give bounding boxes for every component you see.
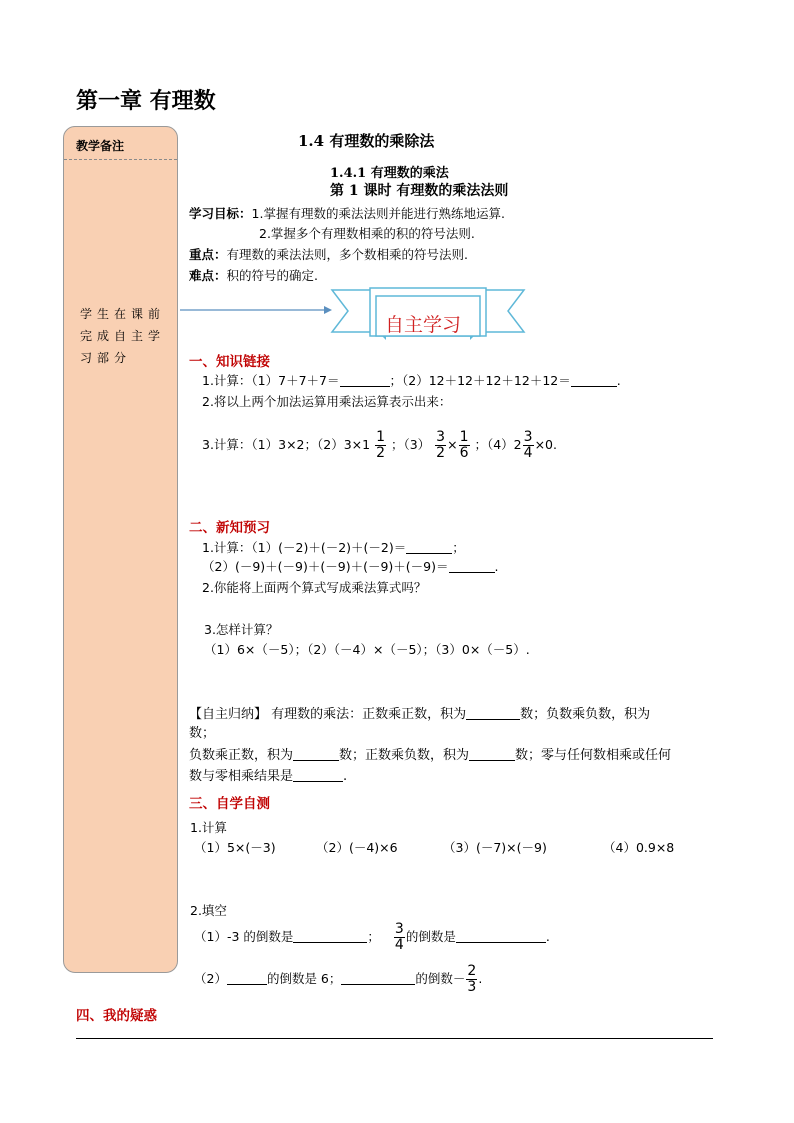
answer-blank[interactable] — [406, 541, 452, 554]
goal-label: 学习目标： — [189, 206, 252, 221]
summary-line-2 — [189, 744, 671, 763]
q3-text-a: 3.计算：（1）3×2；（2）3×1 — [202, 437, 371, 452]
denominator: 4 — [523, 445, 533, 461]
key-text: 有理数的乘法法则，多个数相乘的符号法则. — [226, 247, 468, 262]
summary-text: 数；负数乘负数，积为 — [520, 707, 651, 722]
q1-end: . — [616, 373, 621, 388]
summary-text: 负数乘正数，积为 — [189, 748, 294, 763]
q2-text: . — [478, 971, 483, 986]
section-2-q3-items: （1）6×（－5）；（2）（－4）×（－5）；（3）0×（－5）. — [204, 642, 530, 657]
answer-blank[interactable] — [449, 560, 495, 573]
summary-text: . — [343, 769, 348, 784]
key-label: 重点： — [189, 247, 227, 262]
arrow-icon — [176, 302, 336, 318]
goal-line-1 — [189, 204, 505, 222]
section-1-q2: 2.将以上两个加法运算用乘法运算表示出来： — [202, 394, 452, 409]
answer-blank[interactable] — [293, 930, 367, 943]
fraction — [459, 430, 470, 461]
summary-line-1 — [189, 703, 650, 722]
answer-blank[interactable] — [293, 748, 339, 761]
times-sign: × — [447, 437, 458, 452]
q2-text: （1）-3 的倒数是 — [194, 929, 294, 944]
lesson-period: 第 1 课时 有理数的乘法法则 — [330, 183, 509, 199]
summary-text: 数与零相乘结果是 — [189, 769, 294, 784]
section-3-q2: 2.填空 — [190, 903, 227, 918]
goal-2: 2.掌握多个有理数相乘的积的符号法则. — [259, 226, 475, 241]
denominator: 4 — [394, 937, 404, 953]
numerator: 1 — [376, 429, 385, 445]
q2-text: ； — [367, 929, 380, 944]
section-3-q1-item-2: （2）(－4)×6 — [316, 840, 398, 855]
lesson-subtitle: 1.4.1 有理数的乘法 — [330, 166, 449, 181]
q2-text: 的倒数－ — [415, 971, 466, 986]
banner-label: 自主学习 — [385, 314, 462, 336]
chapter-title: 第一章 有理数 — [76, 89, 216, 114]
q3-text-d: ×0. — [534, 437, 557, 452]
sidebar-header-label: 教学备注 — [76, 139, 125, 153]
lesson-title: 1.4 有理数的乘除法 — [298, 132, 435, 150]
answer-blank[interactable] — [227, 972, 267, 985]
fraction — [435, 430, 446, 461]
numerator: 2 — [467, 963, 477, 979]
q1a-end: ； — [452, 540, 465, 555]
section-2-q1b — [202, 557, 498, 575]
key-line — [189, 245, 468, 263]
q1a-text: 1.计算：（1）(－2)＋(－2)＋(－2)＝ — [202, 540, 407, 555]
summary-text: 有理数的乘法：正数乘正数，积为 — [267, 707, 467, 722]
denominator: 3 — [467, 979, 477, 995]
section-3-q2-line-2 — [194, 964, 482, 995]
difficulty-line — [189, 266, 318, 284]
section-1-q1 — [202, 371, 621, 389]
q2-text: 的倒数是 6； — [266, 971, 342, 986]
numerator: 1 — [459, 429, 469, 445]
section-3-q1-item-4: （4）0.9×8 — [603, 840, 675, 855]
sidebar-note: 学生在课前完成自主学习部分 — [80, 307, 166, 365]
section-3-q1-item-3: （3）(－7)×(－9) — [443, 840, 547, 855]
q3-text-c: ；（4）2 — [474, 437, 522, 452]
fraction — [375, 430, 386, 461]
q2-text: 的倒数是 — [405, 929, 456, 944]
answer-blank[interactable] — [340, 374, 390, 387]
summary-line-3 — [189, 765, 347, 784]
answer-blank[interactable] — [341, 972, 415, 985]
summary-label: 【自主归纳】 — [189, 707, 268, 722]
fraction — [523, 430, 534, 461]
section-3-q2-line-1 — [194, 922, 550, 953]
section-1-q3 — [202, 430, 557, 461]
answer-blank[interactable] — [293, 769, 343, 782]
q2-text: （2） — [194, 971, 227, 986]
sidebar-header — [64, 127, 177, 160]
divider-line — [76, 1038, 713, 1039]
q1-text-a: 1.计算：（1）7＋7＋7＝ — [202, 373, 340, 388]
q1-text-b: ；（2）12＋12＋12＋12＋12＝ — [389, 373, 571, 388]
section-3-q1-item-1: （1）5×(－3) — [194, 840, 276, 855]
q1b-end: . — [494, 559, 499, 574]
goal-1: 1.掌握有理数的乘法法则并能进行熟练地运算. — [251, 206, 505, 221]
q3-text-b: ；（3） — [390, 437, 431, 452]
fraction — [394, 922, 405, 953]
answer-blank[interactable] — [571, 374, 617, 387]
numerator: 3 — [523, 429, 533, 445]
section-2-q1a — [202, 538, 465, 556]
section-2-q3: 3.怎样计算？ — [204, 622, 279, 637]
section-4-title: 四、我的疑惑 — [76, 1008, 157, 1024]
difficulty-text: 积的符号的确定. — [226, 268, 318, 283]
section-1-title: 一、知识链接 — [189, 354, 270, 370]
numerator: 3 — [394, 921, 404, 937]
q2-text: . — [545, 929, 550, 944]
section-3-title: 三、自学自测 — [189, 796, 270, 812]
denominator: 6 — [459, 445, 469, 461]
denominator: 2 — [376, 445, 385, 461]
numerator: 3 — [436, 429, 446, 445]
difficulty-label: 难点： — [189, 268, 227, 283]
answer-blank[interactable] — [469, 748, 515, 761]
summary-text: 数；零与任何数相乘或任何 — [515, 748, 672, 763]
denominator: 2 — [436, 445, 446, 461]
answer-blank[interactable] — [456, 930, 546, 943]
answer-blank[interactable] — [466, 707, 520, 720]
fraction — [466, 964, 477, 995]
section-2-title: 二、新知预习 — [189, 520, 270, 536]
section-3-q1: 1.计算 — [190, 820, 227, 835]
teaching-notes-sidebar — [63, 126, 178, 973]
q1b-text: （2）(－9)＋(－9)＋(－9)＋(－9)＋(－9)＝ — [202, 559, 449, 574]
summary-line-1b: 数； — [189, 726, 216, 741]
section-2-q2: 2.你能将上面两个算式写成乘法算式吗？ — [202, 580, 427, 595]
summary-text: 数；正数乘负数，积为 — [339, 748, 470, 763]
